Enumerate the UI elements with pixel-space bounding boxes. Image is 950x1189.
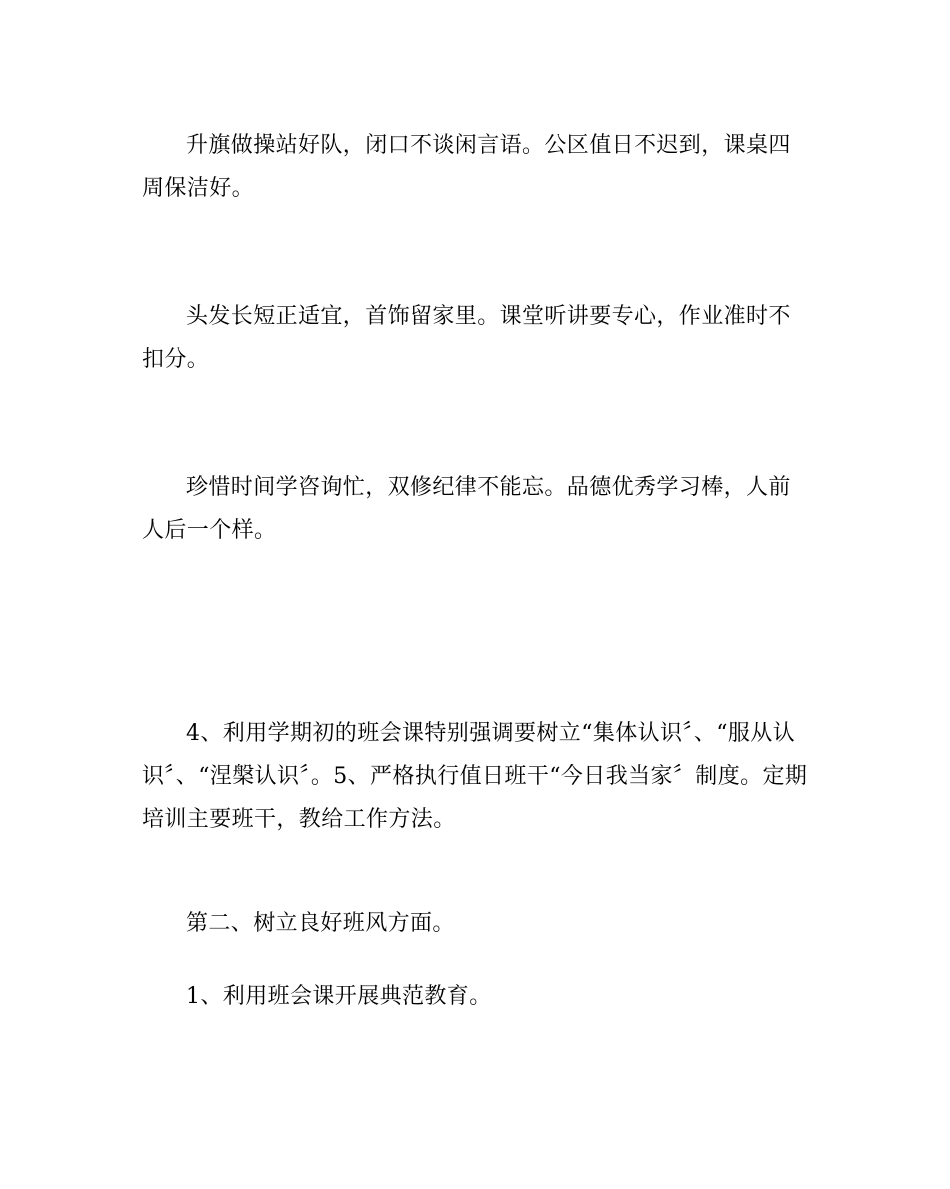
paragraph-item-1: 1、利用班会课开展典范教育。	[186, 984, 492, 1009]
section-heading-second: 第二、树立良好班风方面。	[186, 911, 455, 936]
paragraph-rhyme-1: 升旗做操站好队，闭口不谈闲言语。公区值日不迟到，课桌四周保洁好。	[142, 133, 791, 201]
paragraph-rhyme-2: 头发长短正适宜，首饰留家里。课堂听讲要专心，作业准时不扣分。	[142, 304, 791, 372]
paragraph-items-4-5: 4、利用学期初的班会课特别强调要树立“集体认识〞、“服从认识〞、“涅槃认识〞。5、严格执行值日班干“今日我当家〞制度。定期培训主要班干，教给工作方法。	[142, 721, 808, 832]
paragraph-rhyme-3: 珍惜时间学咨询忙，双修纪律不能忘。品德优秀学习棒，人前人后一个样。	[142, 475, 791, 543]
